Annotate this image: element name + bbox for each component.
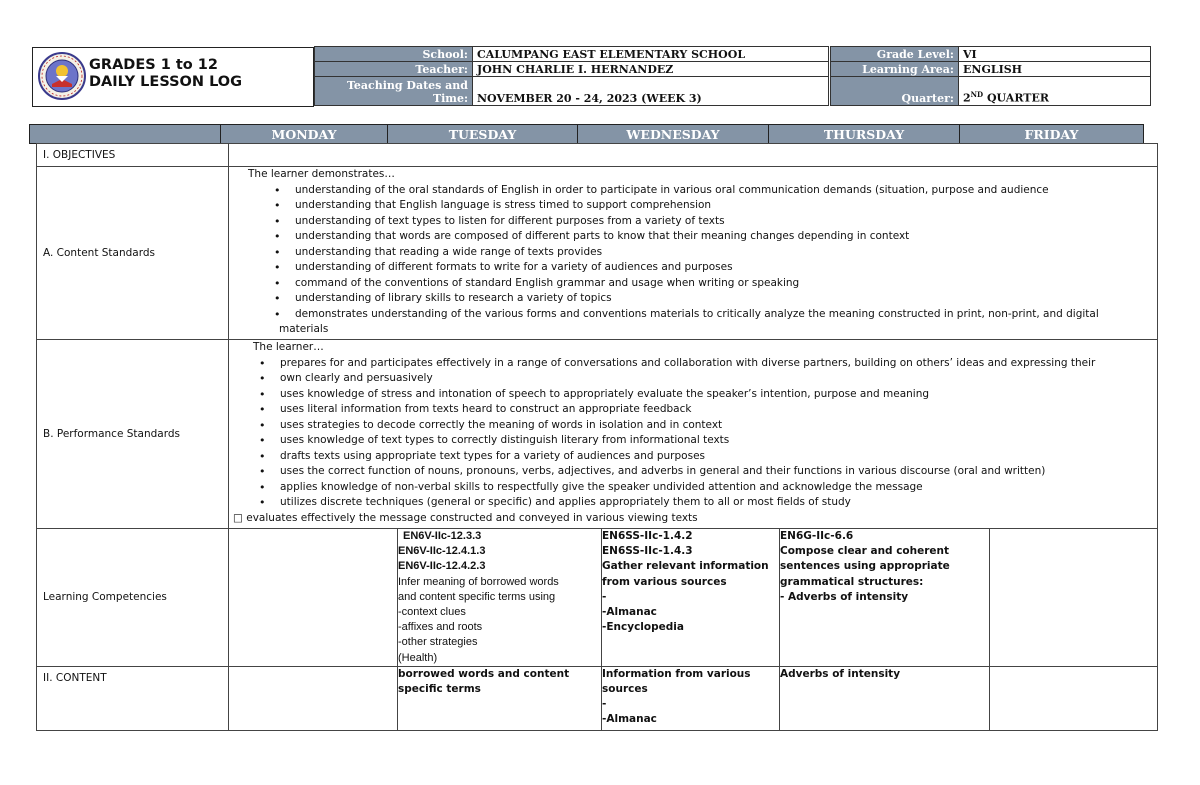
teacher-label: Teacher: — [315, 62, 473, 77]
content-label: II. CONTENT — [37, 666, 229, 730]
grade-label: Grade Level: — [831, 47, 959, 62]
day-header-wednesday: WEDNESDAY — [578, 125, 769, 144]
header-brand — [32, 47, 314, 107]
lesson-log-table — [36, 143, 1158, 731]
competency-line: Gather relevant information — [602, 560, 769, 573]
learning-competencies-label: Learning Competencies — [37, 529, 229, 667]
content-friday — [990, 666, 1158, 730]
content-line: - — [602, 698, 607, 711]
competency-line: and content specific terms using — [398, 590, 556, 603]
day-header-tuesday: TUESDAY — [388, 125, 578, 144]
competency-line: sentences using appropriate — [780, 560, 950, 573]
quarter-word: QUARTER — [983, 92, 1049, 105]
quarter-num: 2 — [963, 92, 971, 105]
content-standards-row — [37, 167, 1158, 340]
list-item: • understanding of library skills to research a variety of topics — [229, 291, 1157, 307]
performance-standards-list — [229, 356, 1157, 511]
dates-value: NOVEMBER 20 - 24, 2023 (WEEK 3) — [473, 77, 829, 106]
dates-label-line2: Time: — [432, 92, 468, 105]
content-thursday — [780, 666, 990, 730]
header-info-table — [314, 46, 1151, 106]
learning-competencies-monday — [229, 529, 398, 667]
list-item: • drafts texts using appropriate text types for a variety of audiences and purposes — [229, 449, 1157, 465]
list-item: • command of the conventions of standard English grammar and usage when writing or speaking — [229, 276, 1157, 292]
competency-line: Infer meaning of borrowed words — [398, 575, 559, 588]
objectives-label: I. OBJECTIVES — [37, 144, 229, 167]
competency-line: -other strategies — [398, 636, 478, 649]
competency-line: -Encyclopedia — [602, 621, 684, 634]
learning-competencies-wednesday — [602, 529, 780, 667]
content-line: specific terms — [398, 683, 481, 696]
content-standards-cell — [229, 167, 1158, 340]
deped-seal-icon — [38, 51, 86, 101]
content-standards-list — [229, 183, 1157, 323]
competency-code: EN6V-IIc-12.4.1.3 — [398, 545, 486, 558]
competency-line: EN6SS-IIc-1.4.2 — [602, 530, 693, 542]
day-header-monday: MONDAY — [221, 125, 388, 144]
list-item: • uses literal information from texts heard to construct an appropriate feedback — [229, 402, 1157, 418]
competency-line: -context clues — [398, 606, 466, 619]
content-line: borrowed words and content — [398, 667, 570, 680]
area-label: Learning Area: — [831, 62, 959, 77]
content-line: -Almanac — [602, 713, 657, 726]
list-item: • own clearly and persuasively — [229, 371, 1157, 387]
list-item: • understanding that reading a wide range of texts provides — [229, 245, 1157, 261]
list-item: • understanding that words are composed of different parts to know that their meaning changes depending in context — [229, 229, 1157, 245]
content-line: sources — [602, 683, 648, 696]
quarter-sup: ND — [970, 90, 984, 100]
day-header-friday: FRIDAY — [960, 125, 1144, 144]
content-line: Adverbs of intensity — [780, 667, 901, 680]
performance-standards-last-line — [229, 511, 1157, 526]
competency-line: -affixes and roots — [398, 621, 483, 634]
competency-line: from various sources — [602, 575, 727, 588]
area-value: ENGLISH — [959, 62, 1151, 77]
list-item: • understanding of different formats to write for a variety of audiences and purposes — [229, 260, 1157, 276]
competency-line: grammatical structures: — [780, 575, 924, 588]
missing-glyph-icon: □ — [233, 511, 243, 524]
performance-standards-last-text: evaluates effectively the message constructed and conveyed in various viewing texts — [242, 511, 698, 524]
content-tuesday — [398, 666, 602, 730]
quarter-label: Quarter: — [831, 77, 959, 106]
day-header-bar — [29, 124, 1144, 144]
list-item: • applies knowledge of non-verbal skills to respectfully give the speaker undivided attention and acknowledge the message — [229, 480, 1157, 496]
competency-line: - — [602, 590, 607, 603]
competency-code: EN6V-IIc-12.3.3 — [403, 530, 482, 542]
list-item: • uses the correct function of nouns, pronouns, verbs, adjectives, and adverbs in general and their functions in various discourse (oral and written) — [229, 464, 1157, 480]
competency-line: (Health) — [398, 651, 438, 664]
list-item: • understanding of the oral standards of English in order to participate in various oral communication demands (situation, purpose and audience — [229, 183, 1157, 199]
quarter-value — [959, 77, 1151, 106]
competency-line: -Almanac — [602, 606, 657, 619]
performance-standards-row — [37, 340, 1158, 529]
log-title-line2: DAILY LESSON LOG — [89, 74, 243, 90]
school-label: School: — [315, 47, 473, 62]
learning-competencies-tuesday — [398, 529, 602, 667]
objectives-cell — [229, 144, 1158, 167]
dates-label — [315, 77, 473, 106]
teacher-value: JOHN CHARLIE I. HERNANDEZ — [473, 62, 829, 77]
content-line: Information from various — [602, 667, 751, 680]
competency-line: EN6SS-IIc-1.4.3 — [602, 545, 693, 558]
list-item: • understanding that English language is stress timed to support comprehension — [229, 198, 1157, 214]
list-item: • uses knowledge of stress and intonation of speech to appropriately evaluate the speaker’s intention, purpose and meaning — [229, 387, 1157, 403]
list-item: • utilizes discrete techniques (general or specific) and applies appropriately them to all or most fields of study — [229, 495, 1157, 511]
competency-line: - Adverbs of intensity — [780, 590, 909, 603]
grade-value: VI — [959, 47, 1151, 62]
list-item: • understanding of text types to listen for different purposes from a variety of texts — [229, 214, 1157, 230]
log-title-line1: GRADES 1 to 12 — [89, 57, 218, 73]
learning-competencies-row — [37, 529, 1158, 667]
performance-standards-label: B. Performance Standards — [37, 340, 229, 529]
dates-label-line1: Teaching Dates and — [346, 79, 468, 92]
list-item: • uses strategies to decode correctly the meaning of words in isolation and in context — [229, 418, 1157, 434]
learning-competencies-friday — [990, 529, 1158, 667]
log-title — [89, 57, 242, 91]
competency-code: EN6V-IIc-12.4.2.3 — [398, 560, 486, 573]
content-standards-continuation: materials — [279, 323, 329, 335]
content-wednesday — [602, 666, 780, 730]
performance-standards-cell — [229, 340, 1158, 529]
day-header-blank — [30, 125, 221, 144]
objectives-row — [37, 144, 1158, 167]
list-item: • demonstrates understanding of the various forms and conventions materials to critically analyze the meaning constructed in print, non-print, and digital — [229, 307, 1157, 323]
day-header-thursday: THURSDAY — [769, 125, 960, 144]
list-item: • prepares for and participates effectively in a range of conversations and collaboration with diverse partners, building on others’ ideas and expressing their — [229, 356, 1157, 372]
school-value: CALUMPANG EAST ELEMENTARY SCHOOL — [473, 47, 829, 62]
content-standards-label: A. Content Standards — [37, 167, 229, 340]
competency-line: EN6G-IIc-6.6 — [780, 530, 854, 542]
content-row — [37, 666, 1158, 730]
learning-competencies-thursday — [780, 529, 990, 667]
competency-line: Compose clear and coherent — [780, 545, 950, 558]
content-monday — [229, 666, 398, 730]
content-standards-lead: The learner demonstrates… — [248, 168, 395, 180]
performance-standards-lead: The learner… — [253, 341, 324, 353]
list-item: • uses knowledge of text types to correctly distinguish literary from informational texts — [229, 433, 1157, 449]
